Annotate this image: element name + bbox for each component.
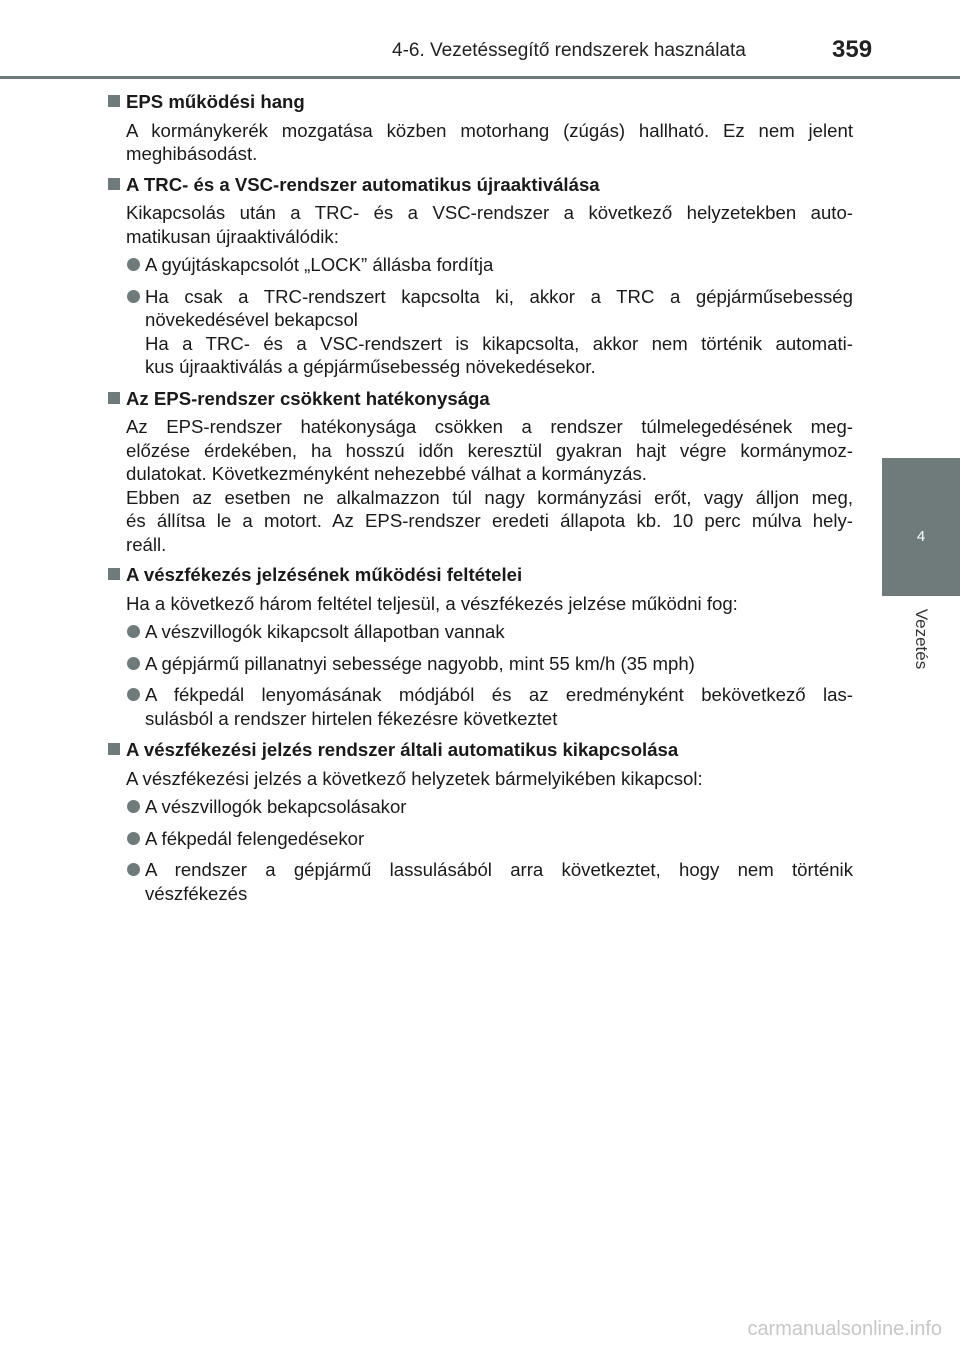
section-heading-text: A vészfékezési jelzés rendszer általi automatikus kikapcsolása bbox=[126, 739, 679, 760]
list-item-line: A vészvillogók kikapcsolt állapotban vannak bbox=[145, 621, 505, 642]
round-bullet-icon bbox=[127, 625, 140, 638]
round-bullet-icon bbox=[127, 657, 140, 670]
running-header-title: 4-6. Vezetéssegítő rendszerek használata bbox=[392, 40, 746, 61]
paragraph bbox=[108, 415, 853, 556]
round-bullet-icon bbox=[127, 290, 140, 303]
section-emergency-brake-signal-auto-off bbox=[108, 738, 853, 905]
section-eps-sound bbox=[108, 90, 853, 166]
page-content bbox=[108, 90, 853, 913]
list-item-line: vészfékezés bbox=[145, 882, 248, 904]
section-heading bbox=[108, 563, 853, 587]
section-heading bbox=[108, 90, 853, 114]
list-item-line: A gépjármű pillanatnyi sebessége nagyobb, mint 55 km/h (35 mph) bbox=[145, 652, 695, 674]
page-number: 359 bbox=[832, 36, 873, 63]
list-item-line: Ha a TRC- és a VSC-rendszert is kikapcsolta, akkor nem történik automati- bbox=[145, 332, 853, 354]
section-heading bbox=[108, 173, 853, 197]
section-heading-text: A TRC- és a VSC-rendszer automatikus újraaktiválása bbox=[126, 173, 600, 195]
list-item-line: növekedésével bekapcsol bbox=[145, 309, 358, 330]
list-item bbox=[108, 683, 853, 730]
square-bullet-icon bbox=[108, 392, 120, 404]
list-item bbox=[108, 285, 853, 379]
header-divider bbox=[0, 76, 960, 79]
paragraph-line: Ebben az esetben ne alkalmazzon túl nagy kormányzási erőt, vagy álljon meg, bbox=[126, 486, 853, 508]
paragraph bbox=[108, 767, 853, 791]
section-eps-reduced-efficiency bbox=[108, 387, 853, 557]
paragraph-line: Az EPS-rendszer hatékonysága csökken a rendszer túlmelegedésének meg- bbox=[126, 416, 853, 437]
paragraph-line: A vészfékezési jelzés a következő helyzetek bármelyikében kikapcsol: bbox=[126, 767, 703, 789]
round-bullet-icon bbox=[127, 258, 140, 271]
list-item bbox=[108, 795, 853, 819]
paragraph-line: A kormánykerék mozgatása közben motorhang (zúgás) hallható. Ez nem jelent bbox=[126, 119, 853, 141]
section-trc-vsc-reactivation bbox=[108, 173, 853, 379]
list-item bbox=[108, 253, 853, 277]
paragraph bbox=[108, 201, 853, 248]
square-bullet-icon bbox=[108, 95, 120, 107]
list-item-line: Ha csak a TRC-rendszert kapcsolta ki, akkor a TRC a gépjárműsebesség bbox=[145, 285, 853, 307]
paragraph-line: előzése érdekében, ha hosszú időn keresztül gyakran hajt végre kormánymoz- bbox=[126, 439, 853, 461]
list-item-line: A rendszer a gépjármű lassulásából arra következtet, hogy nem történik bbox=[145, 859, 853, 880]
list-item bbox=[108, 858, 853, 905]
list-item-line: A vészvillogók bekapcsolásakor bbox=[145, 796, 407, 817]
list-item-line: A fékpedál lenyomásának módjából és az eredményként bekövetkező las- bbox=[145, 684, 853, 705]
footer-watermark: carmanualsonline.info bbox=[747, 1318, 942, 1340]
chapter-label: Vezetés bbox=[912, 608, 931, 670]
chapter-tab bbox=[882, 458, 960, 596]
square-bullet-icon bbox=[108, 178, 120, 190]
round-bullet-icon bbox=[127, 863, 140, 876]
list-item bbox=[108, 620, 853, 644]
section-heading bbox=[108, 738, 853, 762]
square-bullet-icon bbox=[108, 743, 120, 755]
section-emergency-brake-signal-conditions bbox=[108, 563, 853, 730]
round-bullet-icon bbox=[127, 800, 140, 813]
list-item-line: kus újraaktiválás a gépjárműsebesség növekedésekor. bbox=[145, 356, 596, 377]
square-bullet-icon bbox=[108, 568, 120, 580]
section-heading-text: Az EPS-rendszer csökkent hatékonysága bbox=[126, 387, 490, 409]
paragraph-line: és állítsa le a motort. Az EPS-rendszer eredeti állapota kb. 10 perc múlva hely- bbox=[126, 510, 853, 531]
section-heading-text: EPS működési hang bbox=[126, 91, 305, 112]
chapter-label-box bbox=[882, 598, 960, 680]
paragraph bbox=[108, 119, 853, 166]
list-item-line: A fékpedál felengedésekor bbox=[145, 827, 365, 849]
round-bullet-icon bbox=[127, 688, 140, 701]
round-bullet-icon bbox=[127, 832, 140, 845]
list-item bbox=[108, 827, 853, 851]
paragraph-line: meghibásodást. bbox=[126, 143, 258, 164]
section-heading bbox=[108, 387, 853, 411]
chapter-number: 4 bbox=[916, 528, 926, 545]
paragraph-line: dulatokat. Következményként nehezebbé válhat a kormányzás. bbox=[126, 463, 647, 484]
paragraph-line: matikusan újraaktiválódik: bbox=[126, 225, 339, 247]
paragraph bbox=[108, 592, 853, 616]
paragraph-line: Kikapcsolás után a TRC- és a VSC-rendszer a következő helyzetekben auto- bbox=[126, 202, 853, 223]
list-item bbox=[108, 652, 853, 676]
list-item-line: sulásból a rendszer hirtelen fékezésre következtet bbox=[145, 707, 558, 729]
paragraph-line: Ha a következő három feltétel teljesül, a vészfékezés jelzése működni fog: bbox=[126, 592, 738, 614]
list-item-line: A gyújtáskapcsolót „LOCK” állásba fordítja bbox=[145, 254, 494, 275]
section-heading-text: A vészfékezés jelzésének működési feltételei bbox=[126, 564, 523, 585]
paragraph-line: reáll. bbox=[126, 533, 167, 555]
